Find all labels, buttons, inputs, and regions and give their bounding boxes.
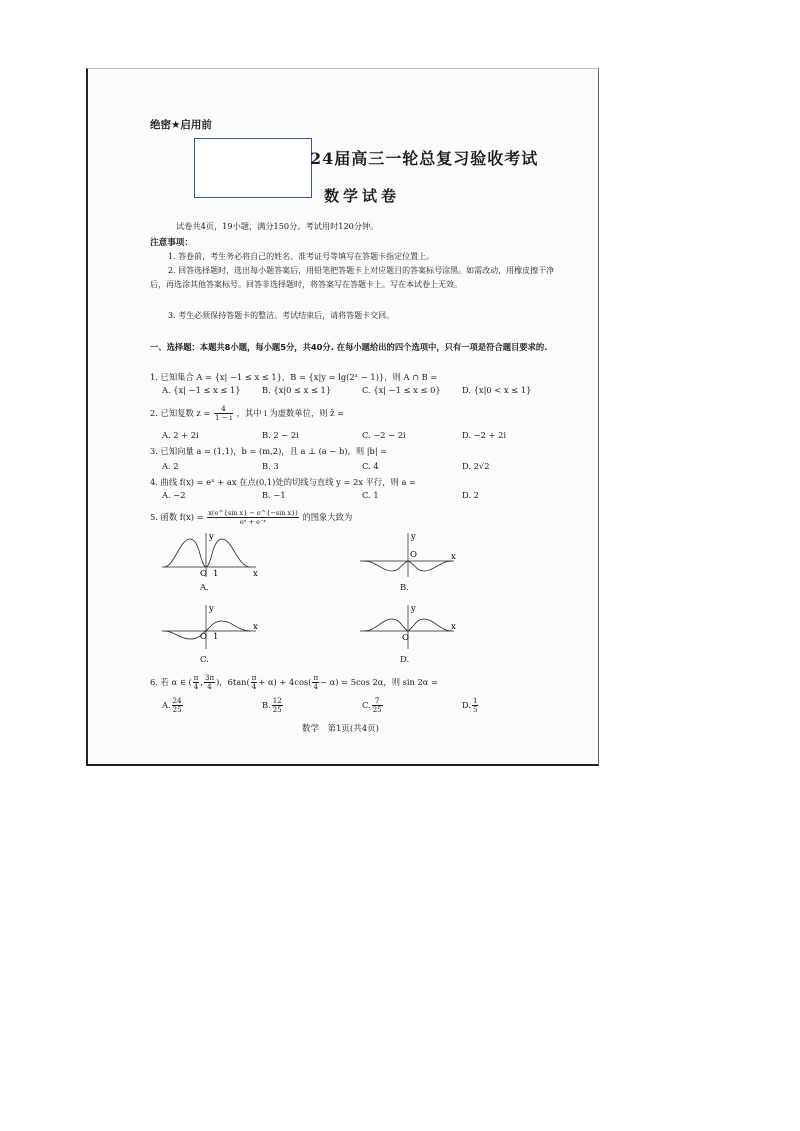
q6-option-a-num: 24 xyxy=(172,697,182,705)
y-label: y xyxy=(411,532,416,542)
exam-page xyxy=(86,68,599,766)
graph-d xyxy=(358,603,458,651)
q6-option-a-den: 25 xyxy=(172,706,182,714)
q2-fraction-den: 1 − i xyxy=(214,414,232,422)
q2-option-c: C. −2 − 2i xyxy=(362,430,406,440)
q4-option-d: D. 2 xyxy=(462,490,479,500)
x-label: x xyxy=(253,622,258,632)
q6-option-d-num: 1 xyxy=(473,697,478,705)
x-label: x xyxy=(451,622,456,632)
q1-option-a: A. {x| −1 ≤ x ≤ 1} xyxy=(162,385,241,395)
q3-option-d: D. 2√2 xyxy=(462,461,490,471)
question-2-stem xyxy=(150,405,344,422)
q2-stem-post: ，其中 i 为虚数单位，则 z̄ = xyxy=(236,408,345,418)
q4-option-a: A. −2 xyxy=(162,490,186,500)
curve xyxy=(164,539,250,567)
q5-fraction-den: eˣ + e⁻ˣ xyxy=(239,518,267,526)
exam-info: 试卷共4页，19小题，满分150分。考试用时120分钟。 xyxy=(176,221,379,231)
q2-fraction-num: 4 xyxy=(214,405,233,414)
redacted-box xyxy=(194,138,312,198)
graph-d-label: D. xyxy=(400,655,410,665)
curve xyxy=(164,621,250,639)
q3-option-b: B. 3 xyxy=(262,461,279,471)
exam-title: 24届高三一轮总复习验收考试 xyxy=(310,149,539,168)
q6-comma: , xyxy=(200,677,203,687)
q6-option-d-label: D. xyxy=(462,700,471,710)
q6-option-b-frac xyxy=(272,697,283,714)
q2-option-d: D. −2 + 2i xyxy=(462,430,507,440)
question-3-stem: 3. 已知向量 a = (1,1)，b = (m,2)，且 a ⊥ (a − b)，则 |b| = xyxy=(150,446,388,456)
q1-option-b: B. {x|0 ≤ x ≤ 1} xyxy=(262,385,332,395)
q6-option-c-den: 25 xyxy=(372,706,382,714)
notice-heading: 注意事项： xyxy=(150,238,193,248)
y-label: y xyxy=(411,604,416,614)
q6-option-b-label: B. xyxy=(262,700,271,710)
q6-option-d-frac xyxy=(472,697,478,714)
question-1-stem: 1. 已知集合 A = {x| −1 ≤ x ≤ 1}，B = {x|y = lg(2ˣ − 1)}，则 A ∩ B = xyxy=(150,372,438,382)
question-6-stem xyxy=(150,674,438,691)
q6-frac-3-num: π xyxy=(251,674,257,682)
q6-option-b-den: 25 xyxy=(272,706,282,714)
page-footer: 数学 第1页(共4页) xyxy=(302,724,379,734)
notice-item: 2. 回答选择题时，选出每小题答案后，用铅笔把答题卡上对应题目的答案标号涂黑。如需改动，用橡皮擦干净后，再选涂其他答案标号。回答非选择题时，将答案写在答题卡上。写在本试卷上无效。 xyxy=(150,266,555,289)
graph-b-label: B. xyxy=(400,583,409,593)
q6-frac-1 xyxy=(193,674,200,691)
origin-label: O xyxy=(200,632,207,642)
q6-frac-2-den: 4 xyxy=(207,683,212,691)
section-heading: 一、选择题：本题共8小题，每小题5分，共40分. 在每小题给出的四个选项中，只有一项是符合题目要求的. xyxy=(150,342,548,352)
x-label: x xyxy=(253,569,258,579)
q6-frac-2 xyxy=(204,674,215,691)
q6-frac-2-num: 3π xyxy=(205,674,215,682)
graph-a xyxy=(160,531,260,579)
q6-option-c xyxy=(362,697,384,714)
q6-pre: 6. 若 α ∈ ( xyxy=(150,677,192,687)
y-label: y xyxy=(209,604,214,614)
origin-label: O xyxy=(410,550,417,560)
q6-option-c-frac xyxy=(372,697,383,714)
q5-fraction-num: x(e^{sin x} − e^{−sin x}) xyxy=(208,509,298,517)
q4-option-b: B. −1 xyxy=(262,490,286,500)
q6-option-c-label: C. xyxy=(362,700,371,710)
q5-stem-post: 的图象大致为 xyxy=(302,512,353,522)
q1-option-d: D. {x|0 < x ≤ 1} xyxy=(462,385,532,395)
notice-item: 3. 考生必须保持答题卡的整洁。考试结束后，请将答题卡交回。 xyxy=(168,311,395,320)
tick-one-label: 1 xyxy=(213,569,219,579)
question-5-stem xyxy=(150,509,352,526)
confidential-mark: 绝密★启用前 xyxy=(150,119,212,131)
q6-option-a-label: A. xyxy=(162,700,171,710)
q2-option-a: A. 2 + 2i xyxy=(162,430,199,440)
q2-fraction xyxy=(214,405,233,422)
graph-c-label: C. xyxy=(200,655,209,665)
q6-frac-3-den: 4 xyxy=(251,683,257,691)
q6-frac-4-den: 4 xyxy=(313,683,318,691)
subject-title: 数学试卷 xyxy=(324,187,401,205)
q6-option-d-den: 5 xyxy=(473,706,478,714)
q6-frac-4 xyxy=(312,674,319,691)
q3-option-a: A. 2 xyxy=(162,461,179,471)
q6-frac-4-num: π xyxy=(313,674,319,682)
q5-stem-pre: 5. 函数 f(x) = xyxy=(150,512,204,522)
q6-option-a-frac xyxy=(172,697,183,714)
graph-b xyxy=(358,531,458,579)
origin-label: O xyxy=(402,633,409,643)
x-label: x xyxy=(451,552,456,562)
tick-one-label: 1 xyxy=(213,632,219,642)
q6-frac-1-num: π xyxy=(193,674,199,682)
q6-option-d xyxy=(462,697,479,714)
graph-c xyxy=(160,603,260,651)
q6-option-b-num: 12 xyxy=(272,697,282,705)
q3-option-c: C. 4 xyxy=(362,461,379,471)
origin-label: O xyxy=(200,569,207,579)
q1-option-c: C. {x| −1 ≤ x ≤ 0} xyxy=(362,385,441,395)
q6-option-a xyxy=(162,697,184,714)
q6-frac-1-den: 4 xyxy=(193,683,199,691)
q6-option-b xyxy=(262,697,284,714)
q6-mid-2: + α) + 4cos( xyxy=(258,677,312,687)
graph-a-label: A. xyxy=(200,583,209,593)
q2-stem-pre: 2. 已知复数 z = xyxy=(150,408,211,418)
q4-option-c: C. 1 xyxy=(362,490,379,500)
q6-mid-1: )，6tan( xyxy=(216,677,250,687)
q6-option-c-num: 7 xyxy=(372,697,383,706)
q6-frac-3 xyxy=(251,674,258,691)
q6-post: − α) = 5cos 2α，则 sin 2α = xyxy=(320,677,438,687)
question-4-stem: 4. 曲线 f(x) = eˣ + ax 在点(0,1)处的切线与直线 y = 2x 平行，则 a = xyxy=(150,477,416,487)
q2-option-b: B. 2 − 2i xyxy=(262,430,299,440)
q5-fraction xyxy=(207,509,299,526)
y-label: y xyxy=(209,532,214,542)
notice-item: 1. 答卷前，考生务必将自己的姓名、准考证号等填写在答题卡指定位置上。 xyxy=(168,252,435,261)
